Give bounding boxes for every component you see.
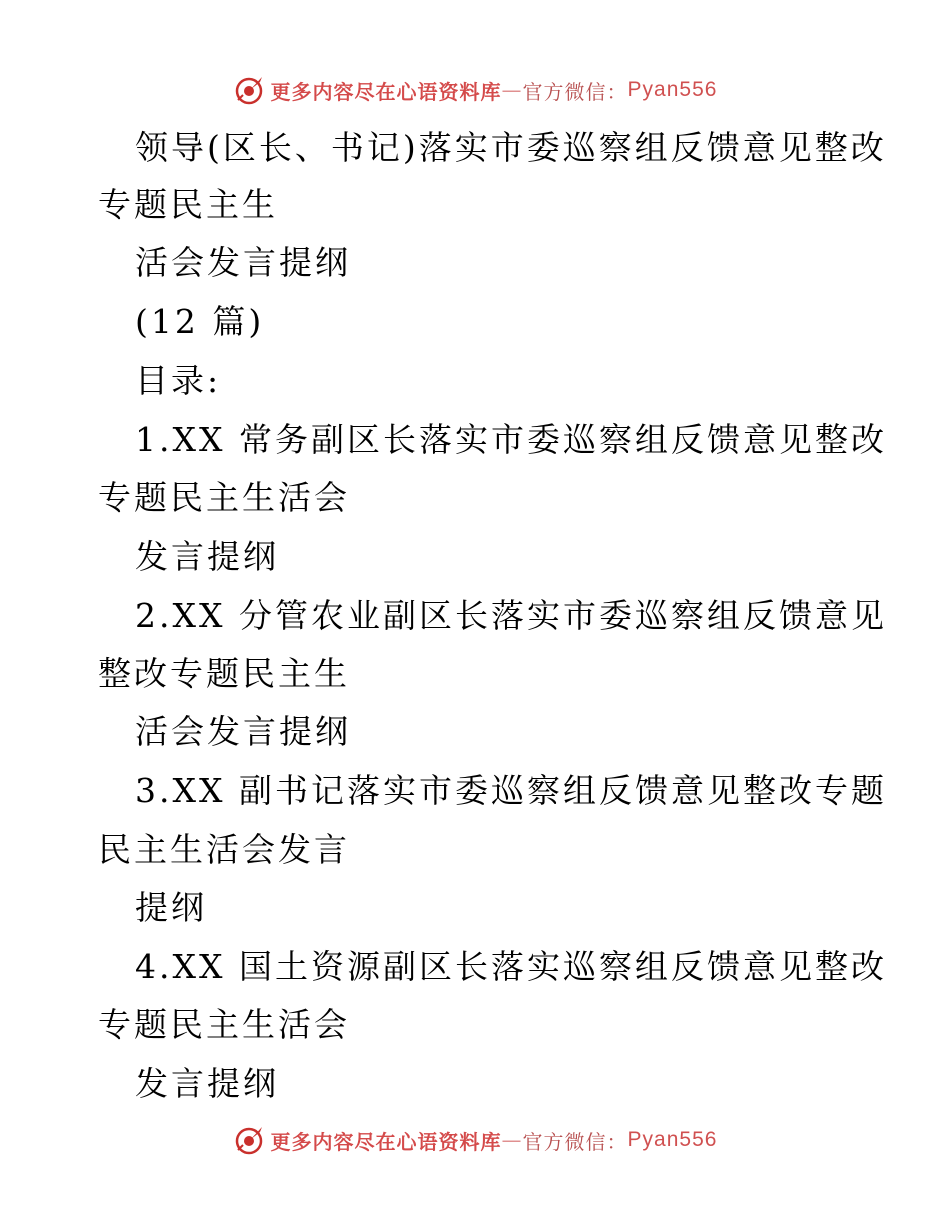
toc-item-1-line-2: 专题民主生活会 — [98, 478, 350, 517]
toc-item-4-line-3: 发言提纲 — [135, 1064, 279, 1103]
toc-item-3-line-3: 提纲 — [135, 888, 207, 927]
toc-item-1-line-1: 1.XX 常务副区长落实市委巡察组反馈意见整改 — [135, 420, 887, 459]
quill-pen-logo-icon — [233, 1124, 265, 1156]
banner-brand-text: 更多内容尽在心语资料库 — [270, 1129, 502, 1154]
toc-item-4-line-2: 专题民主生活会 — [98, 1005, 350, 1044]
toc-item-2-line-2: 整改专题民主生 — [98, 654, 350, 693]
title-count: (12 篇) — [135, 302, 265, 341]
title-line-3: 活会发言提纲 — [135, 243, 351, 282]
toc-item-4-line-1: 4.XX 国土资源副区长落实巡察组反馈意见整改 — [135, 947, 887, 986]
banner-wechat-label: 官方微信： — [522, 1129, 628, 1154]
banner-wechat-id: Pyan556 — [627, 1128, 718, 1151]
toc-item-2-line-3: 活会发言提纲 — [135, 712, 351, 751]
toc-heading: 目录: — [135, 361, 222, 400]
title-line-1: 领导(区长、书记)落实市委巡察组反馈意见整改 — [135, 128, 887, 167]
banner-separator: — — [501, 1128, 523, 1152]
banner-wechat-id: Pyan556 — [627, 78, 718, 101]
title-line-2: 专题民主生 — [98, 185, 278, 224]
toc-item-3-line-1: 3.XX 副书记落实市委巡察组反馈意见整改专题 — [135, 771, 887, 810]
footer-banner — [0, 1120, 950, 1160]
quill-pen-logo-icon — [233, 74, 265, 106]
toc-item-3-line-2: 民主生活会发言 — [98, 830, 350, 869]
header-banner — [0, 70, 950, 110]
banner-wechat-label: 官方微信： — [522, 79, 628, 104]
toc-item-2-line-1: 2.XX 分管农业副区长落实市委巡察组反馈意见 — [135, 596, 887, 635]
banner-separator: — — [501, 78, 523, 102]
toc-item-1-line-3: 发言提纲 — [135, 537, 279, 576]
banner-brand-text: 更多内容尽在心语资料库 — [270, 79, 502, 104]
